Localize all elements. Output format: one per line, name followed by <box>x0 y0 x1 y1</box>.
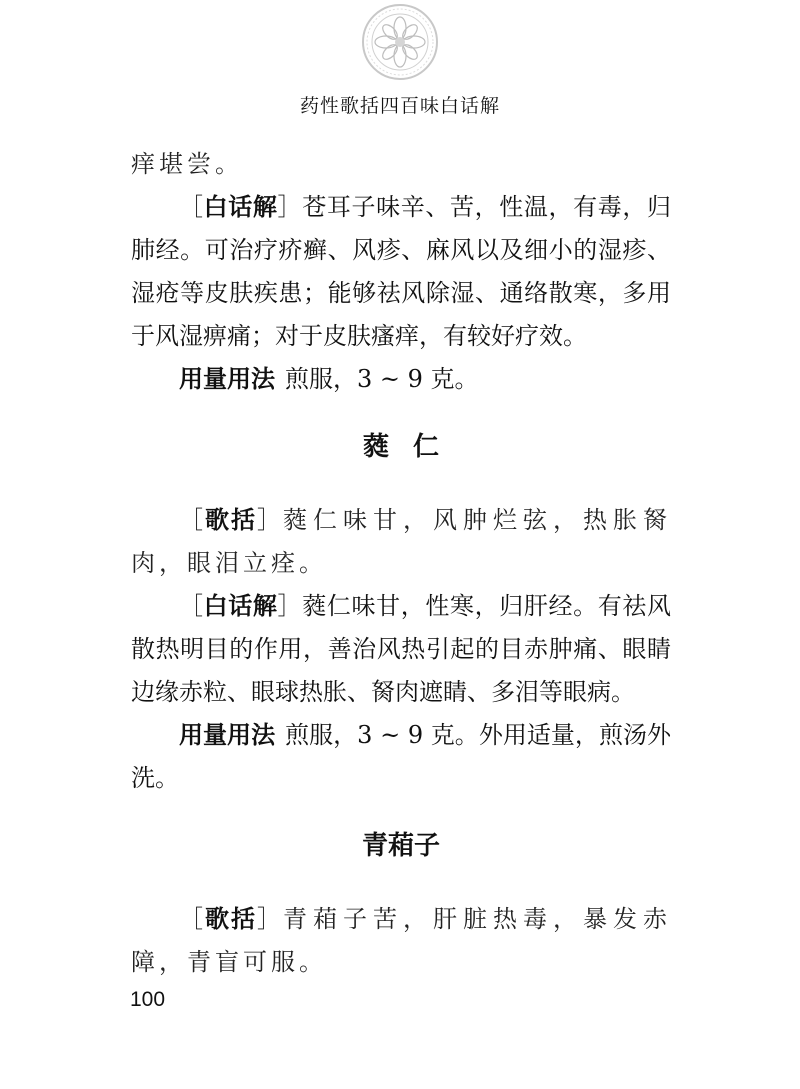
entry3-verse-tag-label: 歌括 <box>205 905 257 933</box>
entry2-explanation-paragraph <box>131 585 671 714</box>
entry1-dosage-text: 煎服，3 ~ 9 克。 <box>285 365 479 393</box>
entry3-verse-tag: ［歌括］ <box>179 905 283 933</box>
entry2-explanation-text: 蕤仁味甘，性寒，归肝经。有祛风散热明目的作用，善治风热引起的目赤肿痛、眼睛边缘赤粒、眼球热胀、胬肉遮睛、多泪等眼病。 <box>131 592 672 706</box>
entry3-heading: 青葙子 <box>361 831 440 861</box>
entry2-heading: 蕤仁 <box>362 432 463 462</box>
running-header: 药性歌括四百味白话解 <box>299 95 500 117</box>
entry1-vernacular-tag-label: 白话解 <box>203 193 278 221</box>
entry2-vernacular-tag-label: 白话解 <box>203 592 278 620</box>
entry2-dosage-text: 煎服，3 ~ 9 克。外用适量，煎汤外洗。 <box>131 721 672 792</box>
floral-emblem-icon <box>360 2 440 82</box>
entry2-dosage-paragraph <box>131 714 671 800</box>
entry1-continuation <box>131 143 671 186</box>
entry1-verse-continuation: 痒堪尝。 <box>131 150 243 178</box>
entry2-verse-tag: ［歌括］ <box>179 506 283 534</box>
page-number: 100 <box>130 988 166 1011</box>
entry2-dosage-label: 用量用法 <box>179 721 276 749</box>
entry1-dosage-label: 用量用法 <box>179 365 275 393</box>
entry1-dosage-paragraph <box>131 358 671 401</box>
entry2-verse-tag-label: 歌括 <box>205 506 257 534</box>
entry3-verse-text: 青葙子苦，肝脏热毒，暴发赤障，青盲可服。 <box>131 905 671 976</box>
page-body <box>131 143 671 984</box>
entry2-verse-text: 蕤仁味甘，风肿烂弦，热胀胬肉，眼泪立痊。 <box>131 506 671 577</box>
entry3-verse-paragraph <box>131 898 671 984</box>
entry1-vernacular-tag: ［白话解］ <box>179 193 303 221</box>
entry1-explanation-text: 苍耳子味辛、苦，性温，有毒，归肺经。可治疗疥癣、风疹、麻风以及细小的湿疹、湿疮等皮肤疾患；能够祛风除湿、通络散寒，多用于风湿痹痛；对于皮肤瘙痒，有较好疗效。 <box>131 193 672 350</box>
entry2-verse-paragraph <box>131 499 671 585</box>
entry1-explanation-paragraph <box>131 186 671 358</box>
entry2-vernacular-tag: ［白话解］ <box>179 592 303 620</box>
